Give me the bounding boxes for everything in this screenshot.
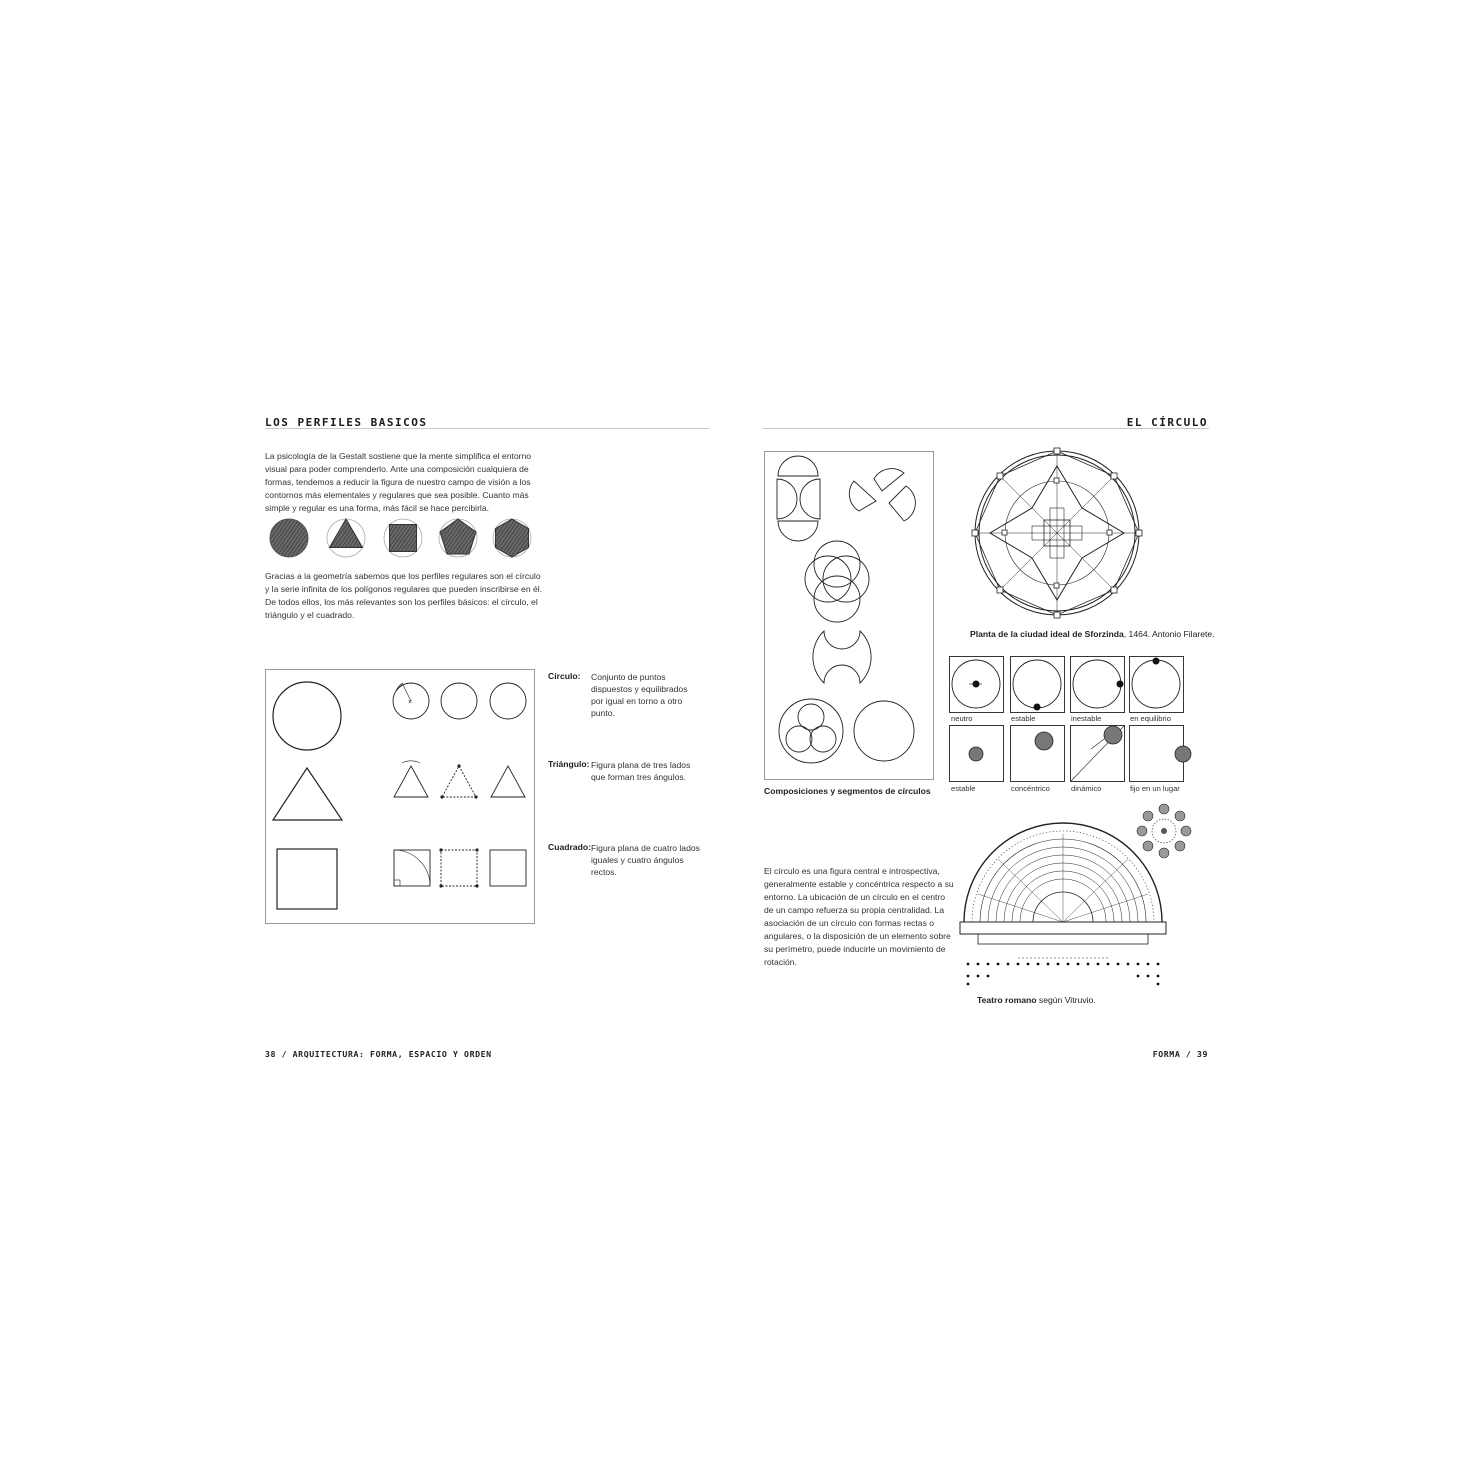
state-label-estable-1: estable (1011, 714, 1036, 723)
state-label-inestable: inestable (1071, 714, 1102, 723)
circle-states-row-1 (949, 656, 1189, 714)
circle-construction-row (393, 683, 526, 719)
left-page-footer: 38 / ARQUITECTURA: FORMA, ESPACIO Y ORDEN (265, 1049, 492, 1059)
shaded-pentagon-shape (439, 519, 477, 557)
definition-text-square: Figura plana de cuatro lados iguales y cuatro ángulos rectos. (591, 843, 700, 877)
circle-body-paragraph: El círculo es una figura central e introspectiva, generalmente estable y concéntrica respecto a su entorno. La ubicación de un círculo en el centro de un campo refuerza su propia centralidad. La asociación de un círculo con formas rectas o angulares, o la disposición de un elemento sobre su perímetro, puede inducirle un movimiento de rotación. (764, 866, 954, 967)
shaded-triangle-shape (327, 519, 365, 557)
large-circle (273, 682, 341, 750)
circle-compositions-figure (764, 451, 934, 781)
right-page-heading: EL CÍRCULO (1126, 416, 1208, 429)
right-page-footer: FORMA / 39 (1152, 1049, 1208, 1059)
left-page-heading: LOS PERFILES BASICOS (265, 416, 428, 429)
basic-shapes-figure (265, 669, 535, 924)
state-label-neutro: neutro (951, 714, 973, 723)
second-paragraph: Gracias a la geometría sabemos que los perfiles regulares son el círculo y la serie infinita de los polígonos regulares que pueden inscribirse en él. De todos ellos, los más relevantes son los perfiles básicos: el círculo, el triángulo y el cuadrado. (265, 571, 543, 620)
intro-paragraph: La psicología de la Gestalt sostiene que la mente simplifica el entorno visual para poder comprenderlo. Ante una composición cualquiera de formas, tendemos a reducir la figura de nuestro campo de visión a los contornos más elementales y regulares que sea posible. Cuanto más simple y regular es una forma, más fácil se hace percibirla. (265, 451, 532, 513)
state-label-estable-2: estable (951, 784, 976, 793)
sforzinda-plan (972, 448, 1142, 618)
large-triangle (273, 768, 342, 820)
shaded-circle-shape (270, 519, 308, 557)
definition-text-circle: Conjunto de puntos dispuestos y equilibrados por igual en torno a otro punto. (591, 672, 688, 718)
single-circle (854, 701, 914, 761)
shaded-shapes-row (265, 515, 535, 563)
definition-term-triangle: Triángulo: (548, 759, 590, 769)
pinwheel-composition (849, 469, 915, 521)
state-label-concentrico: concéntrico (1011, 784, 1050, 793)
three-circles-in-circle (779, 699, 843, 763)
theatre-caption: Teatro romano según Vitruvio. (977, 995, 1096, 1005)
state-label-fijo-en-un-lugar: fijo en un lugar (1130, 784, 1180, 793)
eaten-circle-composition (813, 631, 871, 683)
state-label-en-equilibrio: en equilibrio (1130, 714, 1171, 723)
shaded-square-shape (384, 519, 422, 557)
triangle-construction-row (394, 761, 525, 799)
square-construction-row (394, 848, 526, 887)
large-square (277, 849, 337, 909)
overlapping-circles-composition (805, 541, 869, 622)
svg-text:×: × (408, 699, 413, 706)
four-semicircles-composition (777, 456, 820, 541)
left-heading-rule (265, 428, 709, 429)
state-label-dinamico: dinámico (1071, 784, 1102, 793)
shaded-hexagon-shape (493, 519, 531, 557)
definition-term-square: Cuadrado: (548, 842, 591, 852)
definition-text-triangle: Figura plana de tres lados que forman tres ángulos. (591, 760, 691, 782)
roman-theatre-plan (958, 824, 1168, 989)
definition-term-circle: Círculo: (548, 671, 581, 681)
compositions-caption: Composiciones y segmentos de círculos (764, 786, 931, 796)
circle-states-row-2 (949, 725, 1189, 783)
sforzinda-caption: Planta de la ciudad ideal de Sforzinda, 1464. Antonio Filarete. (970, 629, 1215, 639)
